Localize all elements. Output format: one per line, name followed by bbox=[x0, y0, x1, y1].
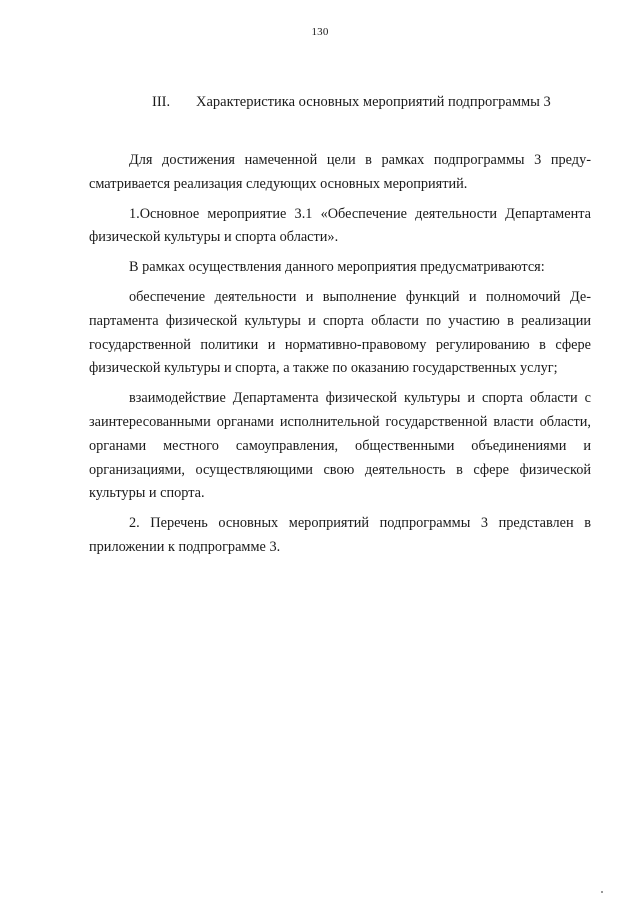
section-number: III. bbox=[152, 94, 171, 110]
page-number: 130 bbox=[311, 26, 329, 38]
document-body bbox=[89, 149, 591, 566]
paragraph-measures-list: 2. Перечень основных мероприятий подпрограммы 3 представлен в приложении к подпрограмме 3. bbox=[89, 515, 591, 555]
scan-speck bbox=[601, 891, 603, 893]
paragraph-measure-3-1: 1.Основное мероприятие 3.1 «Обеспечение деятельности Департамента физической культуры и спорта области». bbox=[89, 205, 591, 246]
paragraph-provision-ensuring: обеспечение деятельности и выполнение функций и полномочий Департамента физической культуры и спорта области по участию в реализации государственной политики и нормативно-правовому регулированию в сфере физической культуры и спорта, а также по оказанию государственных услуг; bbox=[89, 288, 591, 377]
paragraph-provisions-lead: В рамках осуществления данного мероприятия предусматриваются: bbox=[129, 259, 545, 276]
paragraph-intro: Для достижения намеченной цели в рамках подпрограммы 3 предусматривается реализация следующих основных мероприятий. bbox=[89, 152, 591, 192]
paragraph-provision-interaction: взаимодействие Департамента физической культуры и спорта области с заинтересованными органами исполнительной государственной власти области, органами местного самоуправления, общественными объединениями и организациями, осуществляющими свою деятельность в сфере физической культуры и спорта. bbox=[89, 390, 591, 502]
section-title: Характеристика основных мероприятий подпрограммы 3 bbox=[196, 94, 551, 110]
section-heading bbox=[152, 94, 612, 111]
